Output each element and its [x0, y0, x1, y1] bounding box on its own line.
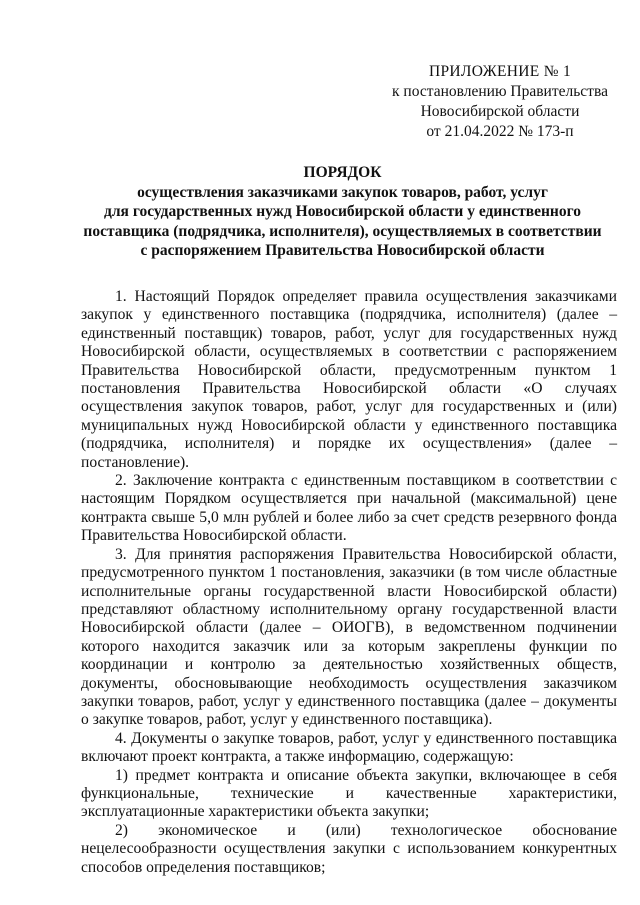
appendix-block: [380, 62, 620, 142]
heading-line-1: осуществления заказчиками закупок товаров, работ, услуг: [137, 183, 548, 201]
appendix-line-1: к постановлению Правительства: [392, 83, 608, 100]
paragraph-4: 4. Документы о закупке товаров, работ, услуг у единственного поставщика включают проект контракта, а также информацию, содержащую:: [81, 729, 617, 766]
heading-line-4: с распоряжением Правительства Новосибирской области: [140, 242, 545, 259]
paragraph-1: 1. Настоящий Порядок определяет правила осуществления заказчиками закупок у единственного поставщика (подрядчика, исполнителя) (далее – единственный поставщик) товаров, работ, услуг для государственных нужд Новосибирской области, осуществляемых в соответствии с распоряжением Правительства Новосибирской области, предусмотренным пунктом 1 постановления Правительства Новосибирской области «О случаях осуществления закупок товаров, работ, услуг для государственных и (или) муниципальных нужд Новосибирской области у единственного поставщика (подрядчика, исполнителя) и порядке их осуществления» (далее – постановление).: [81, 288, 617, 471]
heading-title: ПОРЯДОК: [303, 164, 382, 181]
document-body: [81, 288, 617, 877]
appendix-title: ПРИЛОЖЕНИЕ № 1: [428, 63, 572, 80]
heading-line-3: поставщика (подрядчика, исполнителя), осуществляемых в соответствии: [83, 222, 602, 240]
paragraph-4-item-1: 1) предмет контракта и описание объекта закупки, включающее в себя функциональные, технические и качественные характеристики, эксплуатационные характеристики объекта закупки;: [81, 766, 617, 821]
appendix-line-2: Новосибирской области: [420, 103, 580, 120]
document-heading: [70, 163, 615, 261]
appendix-line-3: от 21.04.2022 № 173-п: [426, 123, 574, 140]
paragraph-3: 3. Для принятия распоряжения Правительства Новосибирской области, предусмотренного пунктом 1 постановления, заказчики (в том числе областные исполнительные органы государственной власти Новосибирской области) представляют областному исполнительному органу государственной власти Новосибирской области (далее – ОИОГВ), в ведомственном подчинении которого находится заказчик или за которым закреплены функции по координации и контролю за деятельностью хозяйственных обществ, документы, обосновывающие необходимость осуществления заказчиком закупки товаров, работ, услуг у единственного поставщика (далее – документы о закупке товаров, работ, услуг у единственного поставщика).: [81, 545, 617, 729]
paragraph-4-item-2: 2) экономическое и (или) технологическое обоснование нецелесообразности осуществления закупки с использованием конкурентных способов определения поставщиков;: [81, 821, 617, 876]
heading-line-2: для государственных нужд Новосибирской области у единственного: [104, 203, 581, 220]
paragraph-2: 2. Заключение контракта с единственным поставщиком в соответствии с настоящим Порядком осуществляется при начальной (максимальной) цене контракта свыше 5,0 млн рублей и более либо за счет средств резервного фонда Правительства Новосибирской области.: [81, 472, 617, 545]
